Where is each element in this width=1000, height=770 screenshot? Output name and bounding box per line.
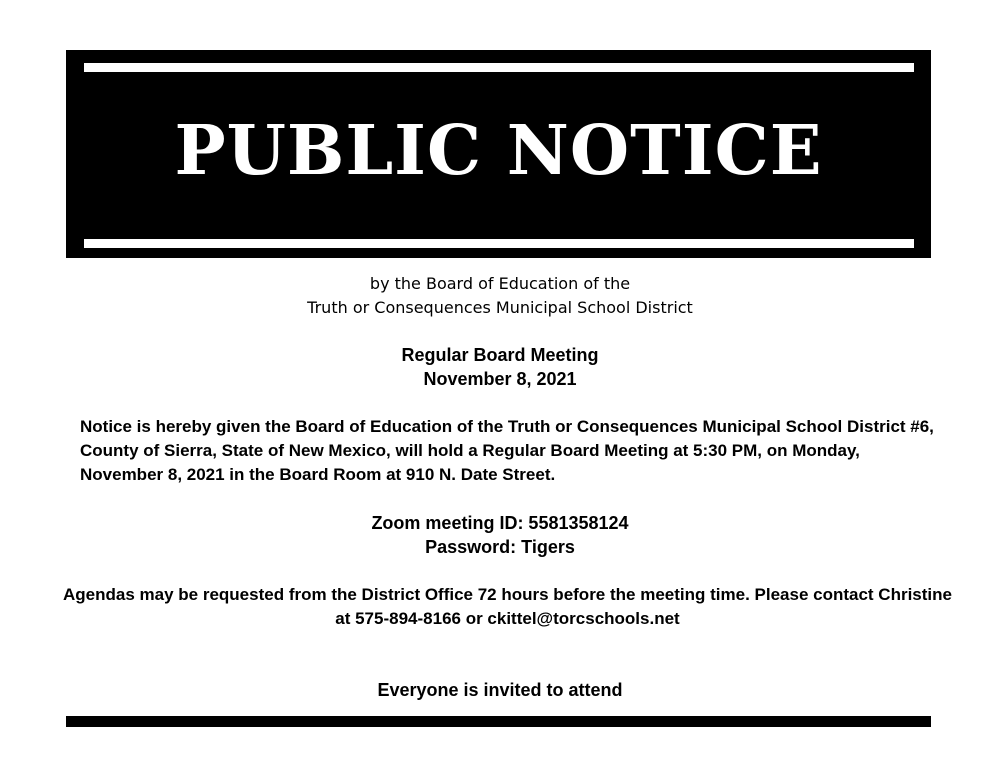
issuer-subtitle xyxy=(0,272,1000,320)
subtitle-line-1: by the Board of Education of the xyxy=(369,274,631,293)
zoom-password: Password: Tigers xyxy=(425,537,575,557)
subtitle-line-2: Truth or Consequences Municipal School District xyxy=(307,298,693,317)
meeting-date: November 8, 2021 xyxy=(423,369,577,389)
zoom-meeting-id: Zoom meeting ID: 5581358124 xyxy=(371,513,629,533)
agendas-paragraph: Agendas may be requested from the District Office 72 hours before the meeting time. Please contact Christine at 575-894-8166 or ckittel@torcschools.net xyxy=(63,585,952,628)
notice-paragraph: Notice is hereby given the Board of Education of the Truth or Consequences Municipal School District #6, County of Sierra, State of New Mexico, will hold a Regular Board Meeting at 5:30 PM, on Monday, November 8, 2021 in the Board Room at 910 N. Date Street. xyxy=(80,417,934,484)
meeting-heading xyxy=(0,343,1000,391)
invite-line: Everyone is invited to attend xyxy=(377,680,623,700)
banner-title: PUBLIC NOTICE xyxy=(174,111,823,191)
zoom-info xyxy=(0,511,1000,559)
bottom-rule xyxy=(66,716,931,727)
banner-bottom-rule xyxy=(84,239,914,248)
meeting-name: Regular Board Meeting xyxy=(401,345,599,365)
banner-top-rule xyxy=(84,63,914,72)
public-notice-banner xyxy=(66,50,931,258)
